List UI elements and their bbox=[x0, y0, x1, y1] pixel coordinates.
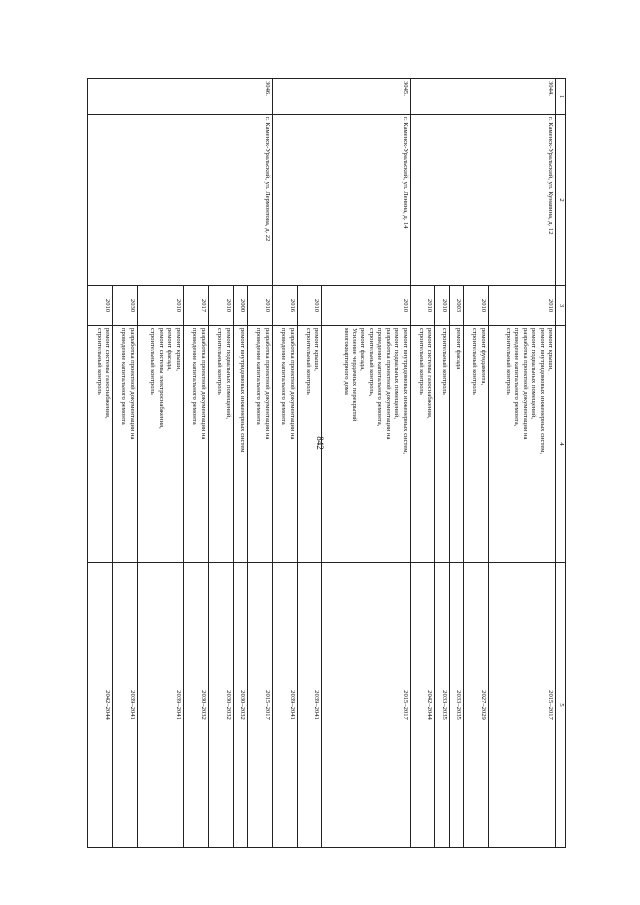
works-cell bbox=[322, 326, 410, 563]
work-item: проведение капитального ремонта, bbox=[513, 328, 521, 427]
work-item: проведение капитального ремонта bbox=[191, 328, 199, 425]
work-item: ремонт подвальных помещений, bbox=[393, 328, 401, 419]
year-cell: 2030 bbox=[112, 286, 137, 326]
work-item: ремонт системы газоснабжения, bbox=[103, 328, 111, 419]
period-cell: 2042–2044 bbox=[88, 563, 113, 848]
repair-schedule-table bbox=[87, 78, 566, 848]
work-item: строительный контроль bbox=[95, 328, 103, 395]
year-cell: 2010 bbox=[247, 286, 272, 326]
year-cell: 2010 bbox=[464, 286, 489, 326]
period-cell: 2015–2017 bbox=[488, 563, 555, 848]
table-row bbox=[247, 79, 272, 848]
header-cell: 3 bbox=[556, 286, 566, 326]
work-item: строительный контроль bbox=[216, 328, 224, 395]
header-cell: 4 bbox=[556, 326, 566, 563]
work-item: ремонт крыши, bbox=[174, 328, 182, 371]
table-row bbox=[488, 79, 555, 848]
page-number: 842 bbox=[315, 436, 325, 450]
work-item: ремонт системы электроснабжения, bbox=[157, 328, 165, 429]
table-body bbox=[88, 79, 556, 848]
works-cell bbox=[137, 326, 183, 563]
work-item: проведение капитального ремонта bbox=[255, 328, 263, 425]
works-cell bbox=[233, 326, 247, 563]
work-item: разработка проектной документации на bbox=[521, 328, 529, 440]
period-cell: 2030–2032 bbox=[183, 563, 208, 848]
work-item: разработка проектной документации на bbox=[263, 328, 271, 440]
works-cell bbox=[112, 326, 137, 563]
work-item: разработка проектной документации на bbox=[199, 328, 207, 440]
table-row bbox=[322, 79, 410, 848]
work-item: строительный контроль bbox=[471, 328, 479, 395]
work-item: ремонт фасада, bbox=[166, 328, 174, 371]
work-item: проведение капитального ремонта, bbox=[376, 328, 384, 427]
year-cell: 2010 bbox=[410, 286, 435, 326]
period-cell: 2015–2017 bbox=[247, 563, 272, 848]
period-cell: 2039–2041 bbox=[112, 563, 137, 848]
period-cell: 2039–2041 bbox=[272, 563, 297, 848]
work-item: ремонт крыши, bbox=[547, 328, 554, 371]
year-cell: 2003 bbox=[449, 286, 463, 326]
building-address: г. Каменск-Уральский, ул. Ленина, д. 14 bbox=[272, 115, 410, 286]
header-row bbox=[556, 79, 566, 848]
work-item: ремонт крыши, bbox=[313, 328, 321, 371]
work-item: разработка проектной документации на bbox=[384, 328, 392, 440]
work-item: строительный контроль bbox=[504, 328, 512, 395]
work-item: ремонт фасада bbox=[455, 328, 463, 370]
building-address: г. Каменск-Уральский, ул. Кунавина, д. 12 bbox=[410, 115, 555, 286]
work-item: строительный контроль bbox=[418, 328, 426, 395]
period-cell: 2042–2044 bbox=[410, 563, 435, 848]
header-cell: 5 bbox=[556, 563, 566, 848]
work-item: разработка проектной документации на bbox=[288, 328, 296, 440]
period-cell: 2033–2035 bbox=[449, 563, 463, 848]
work-item: ремонт внутридомовых инженерных систем bbox=[238, 328, 246, 453]
period-cell: 2030–2032 bbox=[233, 563, 247, 848]
work-item: ремонт внутридомовых инженерных систем, bbox=[538, 328, 546, 455]
year-cell: 2010 bbox=[488, 286, 555, 326]
period-cell: 2039–2041 bbox=[137, 563, 183, 848]
work-item: ремонт системы газоснабжения, bbox=[426, 328, 434, 419]
year-cell: 2010 bbox=[137, 286, 183, 326]
building-address: г. Каменск-Уральский, ул. Лермонтова, д. 22 bbox=[88, 115, 273, 286]
works-cell bbox=[297, 326, 322, 563]
header-cell: 1 bbox=[556, 79, 566, 115]
works-cell bbox=[449, 326, 463, 563]
work-item: ремонт фундамента, bbox=[479, 328, 487, 386]
work-item: строительный контроль bbox=[440, 328, 448, 395]
work-item: строительный контроль, bbox=[367, 328, 375, 397]
year-cell: 2010 bbox=[208, 286, 233, 326]
year-cell: 2017 bbox=[183, 286, 208, 326]
works-cell bbox=[488, 326, 555, 563]
works-cell bbox=[247, 326, 272, 563]
work-item: ремонт внутридомовых инженерных систем, bbox=[401, 328, 409, 455]
work-item: разработка проектной документации на bbox=[128, 328, 136, 440]
year-cell: 2010 bbox=[297, 286, 322, 326]
work-item: строительный контроль bbox=[149, 328, 157, 395]
work-item: ремонт подвальных помещений, bbox=[224, 328, 232, 419]
year-cell: 2010 bbox=[88, 286, 113, 326]
works-cell bbox=[208, 326, 233, 563]
works-cell bbox=[88, 326, 113, 563]
work-item: проведение капитального ремонта bbox=[120, 328, 128, 425]
work-item: ремонт фасада, bbox=[359, 328, 367, 371]
header-cell: 2 bbox=[556, 115, 566, 286]
period-cell: 2030–2032 bbox=[208, 563, 233, 848]
period-cell: 2027–2029 bbox=[464, 563, 489, 848]
year-cell: 2010 bbox=[322, 286, 410, 326]
period-cell: 2033–2035 bbox=[435, 563, 449, 848]
work-item: ремонт подвальных помещений, bbox=[530, 328, 538, 419]
works-cell bbox=[435, 326, 449, 563]
object-number: 3045. bbox=[272, 79, 410, 115]
works-cell bbox=[464, 326, 489, 563]
table-wrapper bbox=[87, 78, 566, 847]
work-item: строительный контроль bbox=[304, 328, 312, 395]
period-cell: 2039–2041 bbox=[297, 563, 322, 848]
work-item: проведение капитального ремонта bbox=[280, 328, 288, 425]
rotated-table-frame bbox=[87, 78, 566, 847]
object-number: 3046. bbox=[88, 79, 273, 115]
work-item: Усиление чердачных перекрытий bbox=[350, 328, 358, 422]
year-cell: 2016 bbox=[272, 286, 297, 326]
object-number: 3044. bbox=[410, 79, 555, 115]
works-cell bbox=[410, 326, 435, 563]
work-item: многоквартирного дома bbox=[342, 328, 350, 395]
works-cell bbox=[183, 326, 208, 563]
year-cell: 2000 bbox=[233, 286, 247, 326]
period-cell: 2015–2017 bbox=[322, 563, 410, 848]
year-cell: 2010 bbox=[435, 286, 449, 326]
works-cell bbox=[272, 326, 297, 563]
